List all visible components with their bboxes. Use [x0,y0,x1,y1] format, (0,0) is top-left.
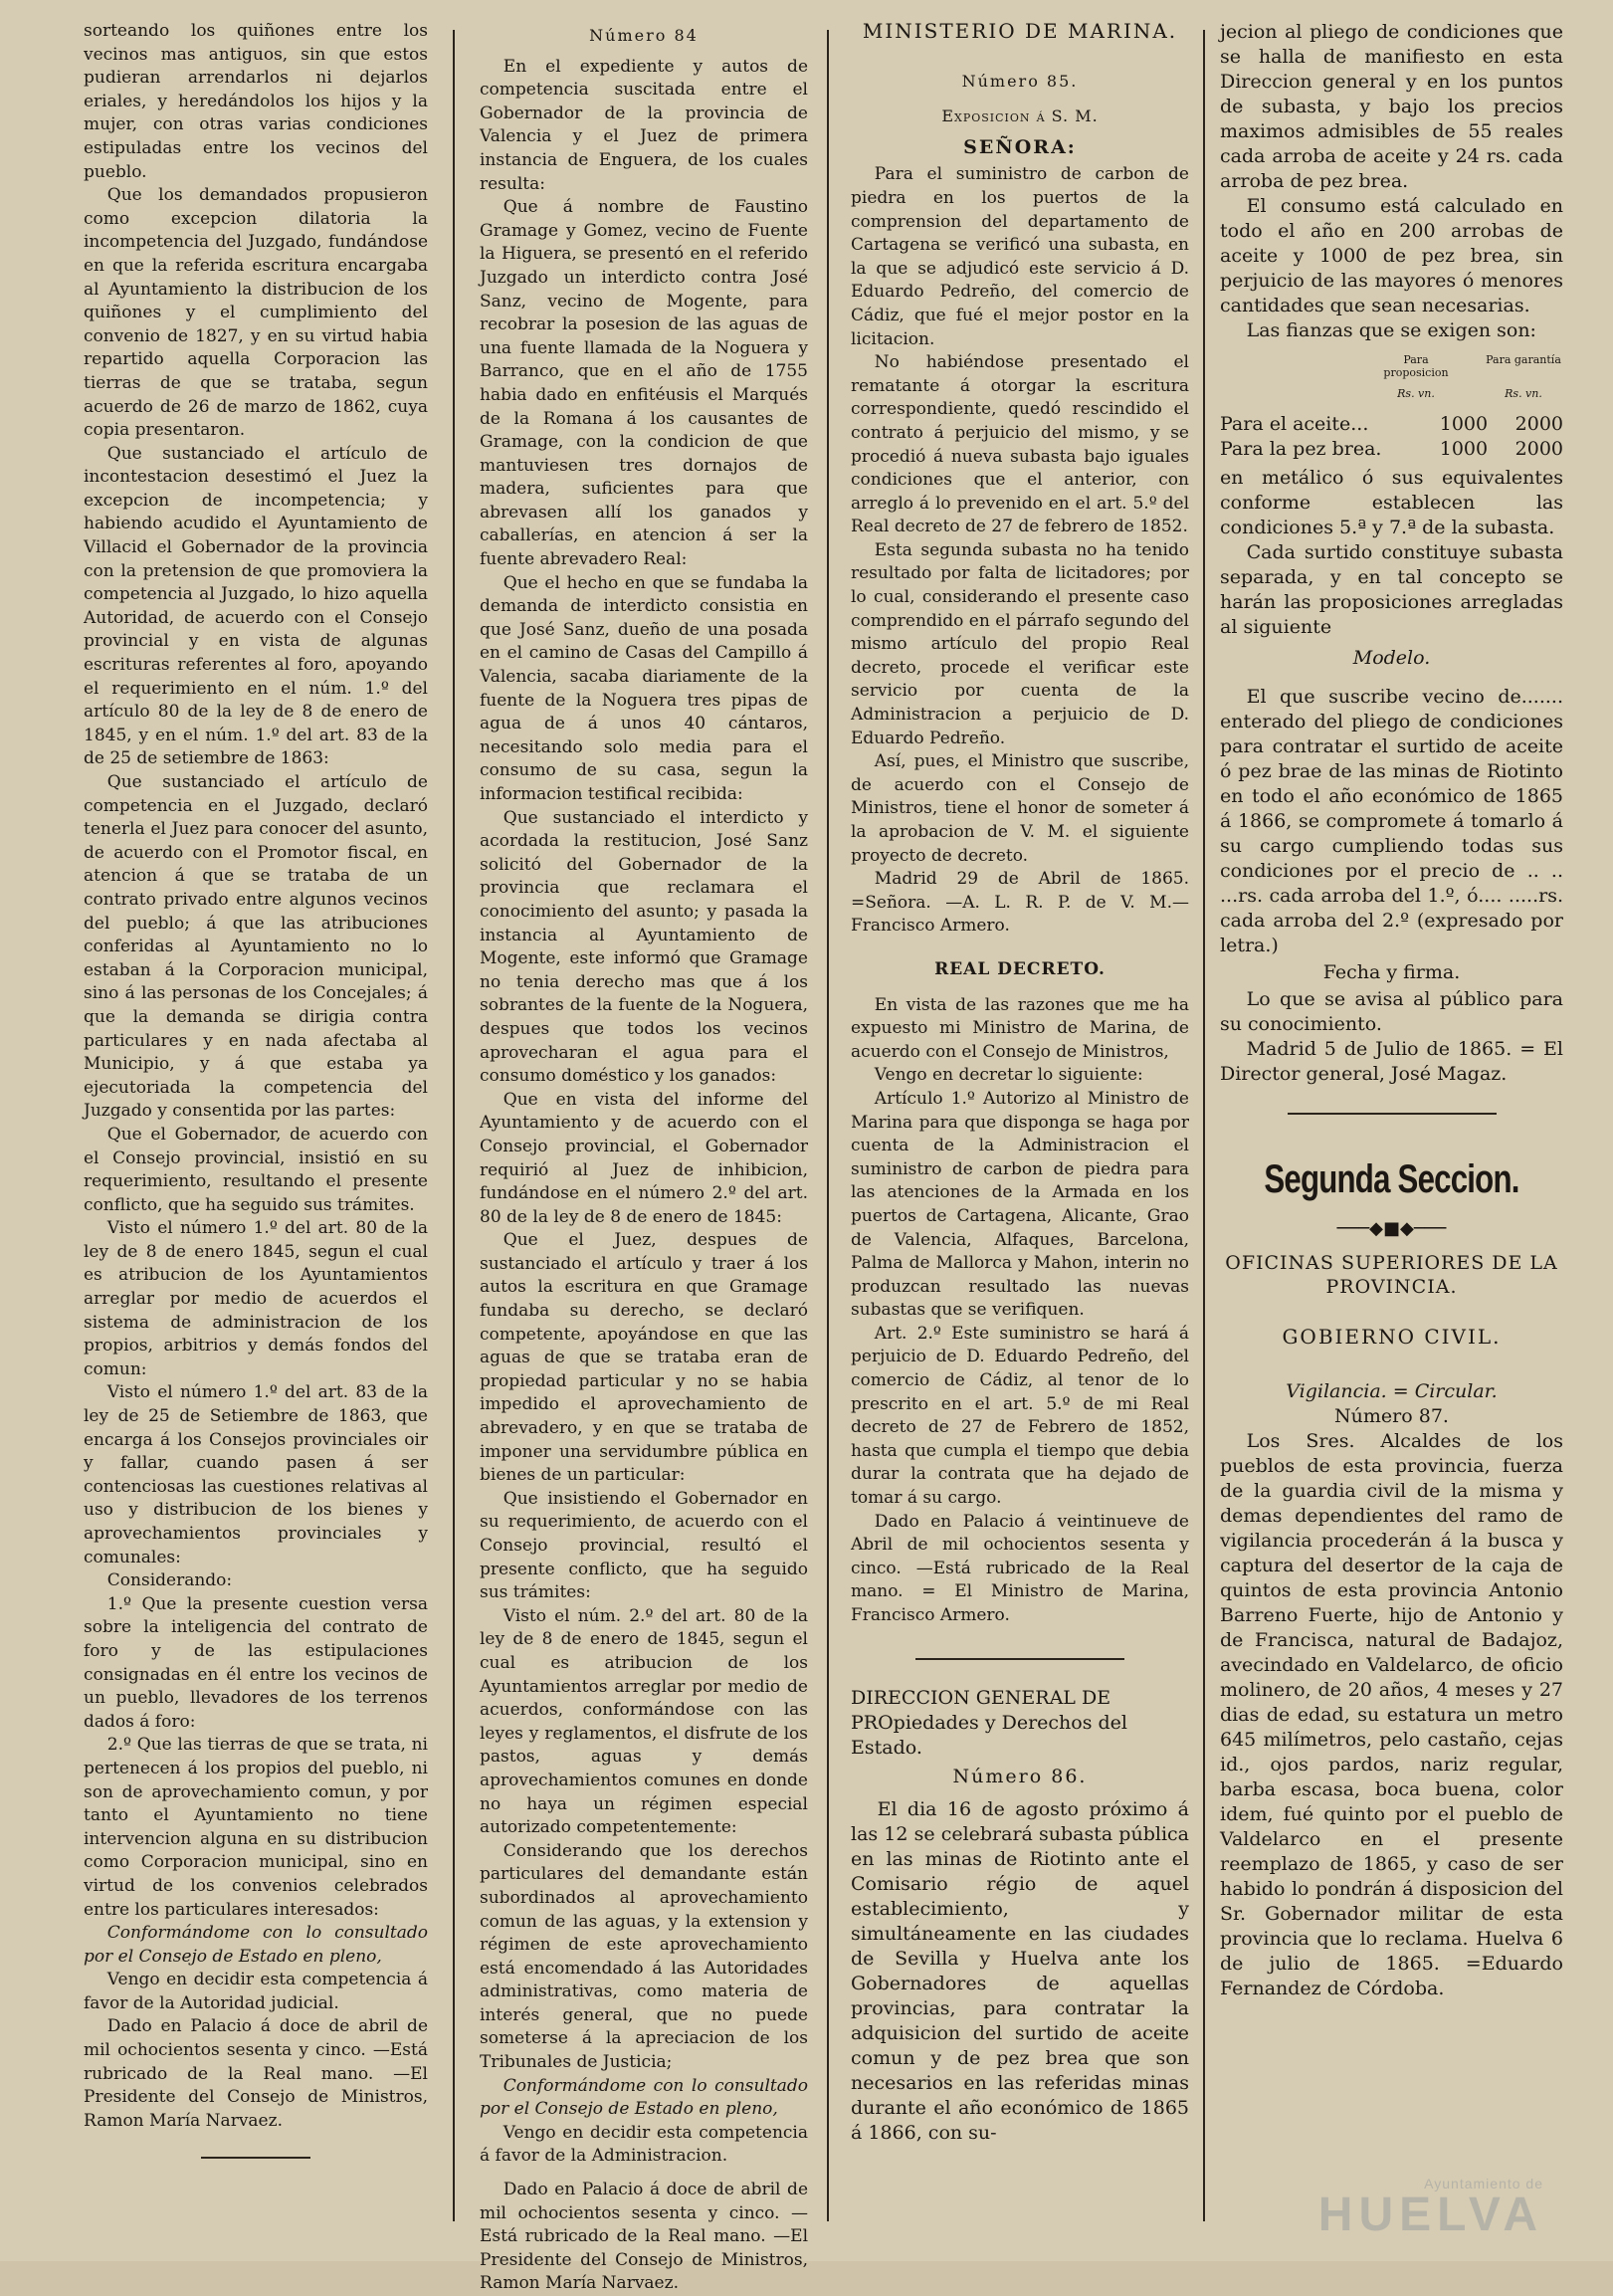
exposicion-heading: Exposicion á S. M. [941,106,1099,126]
paragraph: Los Sres. Alcaldes de los pueblos de esta provincia, fuerza de la guardia civil de la misma y demas dependientes del ramo de vigilancia procederán á la busca y captura del desertor de la caja de quintos de esta provincia Antonio Barreno Fuerte, hijo de Antonio y de Francisca, natural de Badajoz, avecindado en Valdelarco, de oficio molinero, de 20 años, 4 meses y 27 dias de edad, su estatura un metro 645 milímetros, pelo castaño, cejas id., ojos pardos, nariz regular, barba escasa, boca buena, color idem, fué quinto por el pueblo de Valdelarco en el presente reemplazo de 1865, y caso de ser habido lo pondrán á disposicion del Sr. Gobernador militar de esta provincia que lo reclama. Huelva 6 de julio de 1865. =Eduardo Fernandez de Córdoba. [1220,1430,1563,1999]
paragraph: En el expediente y autos de competencia suscitada entre el Gobernador de la provincia de Valencia y el Juez de primera instancia de Enguera, de los cuales resulta: [480,56,808,194]
column-rule-3 [1203,30,1205,2221]
paragraph: El que suscribe vecino de....... enterado del pliego de condiciones para contratar el surtido de aceite ó pez brae de las minas de Riotinto en todo el año económico de 1865 á 1866, se compromete á tomarlo á su cargo cumpliendo todas sus condiciones por el precio de .. .. ...rs. cada arroba del 1.º, ó.... .....rs. cada arroba del 2.º (expresado por letra.) [1220,686,1563,956]
section-number: Número 86. [952,1765,1088,1787]
signature-paragraph: Dado en Palacio á doce de abril de mil ochocientos sesenta y cinco. —Está rubricado de la Real mano. —El Presidente del Consejo de Ministros, Ramon María Narvaez. [480,2180,808,2294]
signature-paragraph: Dado en Palacio á doce de abril de mil ochocientos sesenta y cinco. —Está rubricado de la Real mano. —El Presidente del Consejo de Ministros, Ramon María Narvaez. [84,2016,428,2131]
fianzas-head-garantia: Para garantía [1486,353,1561,366]
watermark-line1: Ayuntamiento de [1424,2176,1543,2192]
paragraph: Dado en Palacio á veintinueve de Abril de mil ochocientos sesenta y cinco. —Está rubricado de la Real mano. = El Ministro de Marina, Francisco Armero. [851,1511,1189,1625]
watermark [1318,2176,1543,2239]
paragraph: Vengo en decidir esta competencia á favor de la Autoridad judicial. [84,1970,428,2013]
fianzas-head-proposicion: Para proposicion [1383,353,1449,379]
direccion-heading: DIRECCION GENERAL DE PROpiedades y Derechos del Estado. [851,1686,1128,1759]
paragraph: El consumo está calculado en todo el año en 200 arrobas de aceite y 1000 de pez brea, sin perjuicio de las mayores ó menores cantidades que sean necesarias. [1220,195,1563,316]
fianzas-gar: 2000 [1514,438,1563,460]
watermark-line2: HUELVA [1317,2189,1543,2241]
fianzas-prop: 1000 [1439,413,1489,435]
fianzas-prop: 1000 [1439,438,1489,460]
paragraph: Visto el número 1.º del art. 83 de la ley de 25 de Setiembre de 1863, que encarga á los Consejos provinciales oir y fallar, cuando pasen á ser contenciosas las cuestiones relativas al uso y distribucion de los bienes y aprovechamientos provinciales y comunales: [84,1382,428,1567]
ministry-heading: MINISTERIO DE MARINA. [862,19,1178,43]
vigilancia-heading: Vigilancia. = Circular. [1286,1380,1498,1402]
paragraph: No habiéndose presentado el rematante á otorgar la escritura correspondiente, quedó rescindido el contrato á perjuicio del mismo, y se procedió á nueva subasta bajo iguales condiciones que el anterior, con arreglo á lo prevenido en el art. 5.º del Real decreto de 27 de febrero de 1852. [851,352,1189,537]
paragraph: Que los demandados propusieron como excepcion dilatoria la incompetencia del Juzgado, fundándose en que la referida escritura encargaba al Ayuntamiento la distribucion de los quiñones y el cumplimiento del convenio de 1827, y en su virtud habia repartido aquella Corporacion las tierras de que se trataba, segun acuerdo de 26 de marzo de 1862, cuya copia presentaron. [84,185,428,441]
fecha-firma: Fecha y firma. [1322,961,1461,983]
section-number: Número 84 [589,26,699,45]
paragraph: Que el hecho en que se fundaba la demanda de interdicto consistia en que José Sanz, dueño de una posada en el camino de Casas del Campillo á Valencia, sacaba diariamente de la fuente de la Noguera tres pipas de agua de á unos 40 cántaros, necesitando solo media para el consumo de su casa, segun la informacion testifical recibida: [480,572,808,804]
segunda-seccion-heading: Segunda Seccion. [1264,1157,1519,1201]
paragraph: Esta segunda subasta no ha tenido resultado por falta de licitadores; por lo cual, considerando el presente caso comprendido en el párrafo segundo del mismo artículo del propio Real decreto, procede el verificar este servicio por cuenta de la Administracion a perjuicio de D. Eduardo Pedreño. [851,539,1189,748]
paragraph: 1.º Que la presente cuestion versa sobre la inteligencia del contrato de foro y de las estipulaciones consignadas en él entre los vecinos de un pueblo, llevadores de los terrenos dados á foro: [84,1593,428,1732]
separator-rule [915,1658,1124,1660]
oficinas-heading: OFICINAS SUPERIORES DE LA PROVINCIA. [1225,1252,1558,1298]
paragraph: Que sustanciado el artículo de competencia en el Juzgado, declaró tenerla el Juez para conocer del asunto, de acuerdo con el Promotor fiscal, en atencion á que se trataba de un contrato privado entre algunos vecinos del pueblo; á que las atribuciones conferidas al Ayuntamiento no lo estaban á la Corporacion municipal, sino á las personas de los Concejales; á que la demanda se dirigia contra particulares y en nada afectaba al Municipio, y á que estaba ya ejecutoriada la competencia del Juzgado y consentida por las partes: [84,772,428,1122]
modelo-heading: Modelo. [1352,647,1431,669]
fianzas-table [1220,412,1563,462]
paragraph: El dia 16 de agosto próximo á las 12 se celebrará subasta pública en las minas de Riotinto ante el Comisario régio de aquel establecimiento, y simultáneamente en las ciudades de Sevilla y Huelva ante los Gobernadores de aquellas provincias, para contratar la adquisicion del surtido de aceite comun y de pez brea que son necesarios en las referidas minas durante el año económico de 1865 á 1866, con su- [851,1797,1189,2144]
fianzas-label: Para el aceite... [1220,413,1369,435]
paragraph: sorteando los quiñones entre los vecinos mas antiguos, sin que estos pudieran arrendarlos ni dejarlos eriales, y heredándolos los hijos y la mujer, con otras varias condiciones estipuladas entre los vecinos del pueblo. [84,21,428,182]
column-3 [851,20,1189,2231]
paragraph: Que en vista del informe del Ayuntamiento y de acuerdo con el Consejo provincial, el Gobernador requirió al Juez de inhibicion, fundándose en el número 2.º del art. 80 de la ley de 8 de enero de 1845: [480,1089,808,1227]
fianzas-unit: Rs. vn. [1397,387,1435,400]
paragraph: Que á nombre de Faustino Gramage y Gomez, vecino de Fuente la Higuera, se presentó en el referido Juzgado un interdicto contra José Sanz, vecino de Mogente, para recobrar la posesion de las aguas de una fuente llamada de la Noguera y Barranco, que en el año de 1755 habia dado en enfitéusis el Marqués de la Romana á los causantes de Gramage, con la condicion de que mantuviesen tres dornajos de madera, suficientes para que abrevasen allí los ganados y caballerías, en atencion á ser la fuente abrevadero Real: [480,197,808,570]
fianzas-gar: 2000 [1514,413,1563,435]
paragraph: Art. 2.º Este suministro se hará á perjuicio de D. Eduardo Pedreño, del comercio de Cádiz, al tenor de lo prescrito en el art. 5.º de mi Real decreto de 27 de Febrero de 1852, hasta que cumpla el tiempo que debia durar la contrata que ha dejado de tomar á su cargo. [851,1323,1189,1509]
separator-rule [201,2157,310,2159]
paragraph: Que el Juez, despues de sustanciado el artículo y traer á los autos la escritura en que Gramage fundaba su derecho, se declaró competente, apoyándose en que las aguas de que se trataba eran de propiedad particular y no se habia impedido el aprovechamiento de abrevadero, y en que se trataba de imponer una servidumbre pública en bienes de un particular: [480,1230,808,1486]
paragraph: Vengo en decidir esta competencia á favor de la Administracion. [480,2122,808,2167]
table-row [1220,412,1563,437]
paragraph: Así, pues, el Ministro que suscribe, de acuerdo con el Consejo de Ministros, tiene el honor de someter á la aprobacion de V. M. el siguiente proyecto de decreto. [851,751,1189,866]
fianzas-header [1220,353,1563,379]
paragraph: Lo que se avisa al público para su conocimiento. [1220,988,1563,1035]
paragraph: Considerando: [106,1570,233,1591]
real-decreto-heading: REAL DECRETO. [934,958,1106,979]
ornament-divider: ───◆■◆─── [1336,1218,1447,1239]
paragraph: Vengo en decretar lo siguiente: [874,1065,1143,1086]
paragraph: 2.º Que las tierras de que se trata, ni pertenecen á los propios del pueblo, ni son de aprovechamiento comun, y por tanto el Ayuntamiento no tiene intervencion alguna en su distribucion como Corporacion municipal, sino en virtud de los convenios celebrados entre los particulares interesados: [84,1735,428,1920]
paragraph: Madrid 5 de Julio de 1865. = El Director general, José Magaz. [1220,1038,1563,1085]
paragraph: en metálico ó sus equivalentes conforme establecen las condiciones 5.ª y 7.ª de la subasta. [1220,467,1563,538]
column-2 [480,20,808,2294]
paragraph: Que sustanciado el interdicto y acordada la restitucion, José Sanz solicitó del Gobernador de la provincia que reclamara el conocimiento del asunto; y pasada la instancia al Ayuntamiento de Mogente, este informó que Gramage no tenia derecho mas que á los sobrantes de la fuente de la Noguera, despues que todos los vecinos aprovecharan el agua para el consumo doméstico y los ganados: [480,807,808,1087]
paragraph: Cada surtido constituye subasta separada, y en tal concepto se harán las proposiciones arregladas al siguiente [1220,541,1563,638]
fianzas-units [1220,381,1563,406]
section-number: Número 87. [1334,1405,1449,1427]
paragraph: En vista de las razones que me ha expuesto mi Ministro de Marina, de acuerdo con el Consejo de Ministros, [851,994,1189,1062]
column-rule-1 [453,30,455,2221]
paragraph: Conformándome con lo consultado por el Consejo de Estado en pleno, [84,1923,428,1967]
salutation: SEÑORA: [963,135,1077,158]
column-rule-2 [827,30,829,2221]
column-4 [1220,20,1563,2231]
gobierno-civil-heading: GOBIERNO CIVIL. [1282,1325,1502,1349]
paragraph: Las fianzas que se exigen son: [1246,319,1536,341]
paragraph: Visto el número 1.º del art. 80 de la ley de 8 de enero 1845, segun el cual es atribucion de los Ayuntamientos arreglar por medio de acuerdos el sistema de administracion de los propios, arbitrios y demás fondos del comun: [84,1218,428,1379]
paragraph: Madrid 29 de Abril de 1865. =Señora. —A. L. R. P. de V. M.— Francisco Armero. [851,869,1189,937]
section-number: Número 85. [961,71,1079,91]
table-row [1220,437,1563,462]
paragraph: Visto el núm. 2.º del art. 80 de la ley de 8 de enero de 1845, segun el cual es atribucion de los Ayuntamientos arreglar por medio de acuerdos, conformándose con las leyes y reglamentos, el disfrute de los pastos, aguas y demás aprovechamientos comunes en donde no haya un régimen especial autorizado competentemente: [480,1605,808,1838]
paragraph: Artículo 1.º Autorizo al Ministro de Marina para que disponga se haga por cuenta de la Administracion el suministro de carbon de piedra para las atenciones de la Armada en los puertos de Cartagena, Alicante, Grao de Valencia, Alfaques, Barcelona, Palma de Mallorca y Mahon, interin no produzcan resultado las nuevas subastas que se verifiquen. [851,1088,1189,1321]
fianzas-unit: Rs. vn. [1505,387,1542,400]
paragraph: Para el suministro de carbon de piedra en los puertos de la comprension del departamento de Cartagena se verificó una subasta, en la que se adjudicó este servicio á D. Eduardo Pedreño, del comercio de Cádiz, que fué el mejor postor en la licitacion. [851,164,1189,349]
paragraph: Que el Gobernador, de acuerdo con el Consejo provincial, insistió en su requerimiento, resultando el presente conflicto, que ha seguido sus trámites. [84,1124,428,1215]
paragraph: jecion al pliego de condiciones que se halla de manifiesto en esta Direccion general y en los puntos de subasta, y bajo los precios maximos admisibles de 55 reales cada arroba de aceite y 24 rs. cada arroba de pez brea. [1220,21,1563,192]
paragraph: Considerando que los derechos particulares del demandante están subordinados al aprovechamiento comun de las aguas, y la extension y régimen de este aprovechamiento está encomendado á las Autoridades administrativas, como materia de interés general, que no puede someterse á la apreciacion de los Tribunales de Justicia; [480,1840,808,2073]
fianzas-label: Para la pez brea. [1220,438,1382,460]
paragraph: Conformándome con lo consultado por el Consejo de Estado en pleno, [480,2075,808,2120]
paragraph: Que sustanciado el artículo de incontestacion desestimó el Juez la excepcion de incompetencia; y habiendo acudido el Ayuntamiento de Villacid el Gobernador de la provincia con la pretension de que promoviera la competencia al Juzgado, lo hizo aquella Autoridad, de acuerdo con el Consejo provincial y en vista de algunas escrituras referentes al foro, apoyando el requerimiento en el núm. 1.º del artículo 80 de la ley de 8 de enero de 1845, y en el núm. 1.º del art. 83 de la de 25 de setiembre de 1863: [84,443,428,769]
separator-rule [1288,1113,1497,1115]
column-1 [84,20,428,2231]
paragraph: Que insistiendo el Gobernador en su requerimiento, de acuerdo con el Consejo provincial, resultó el presente conflicto, que ha seguido sus trámites: [480,1488,808,1603]
